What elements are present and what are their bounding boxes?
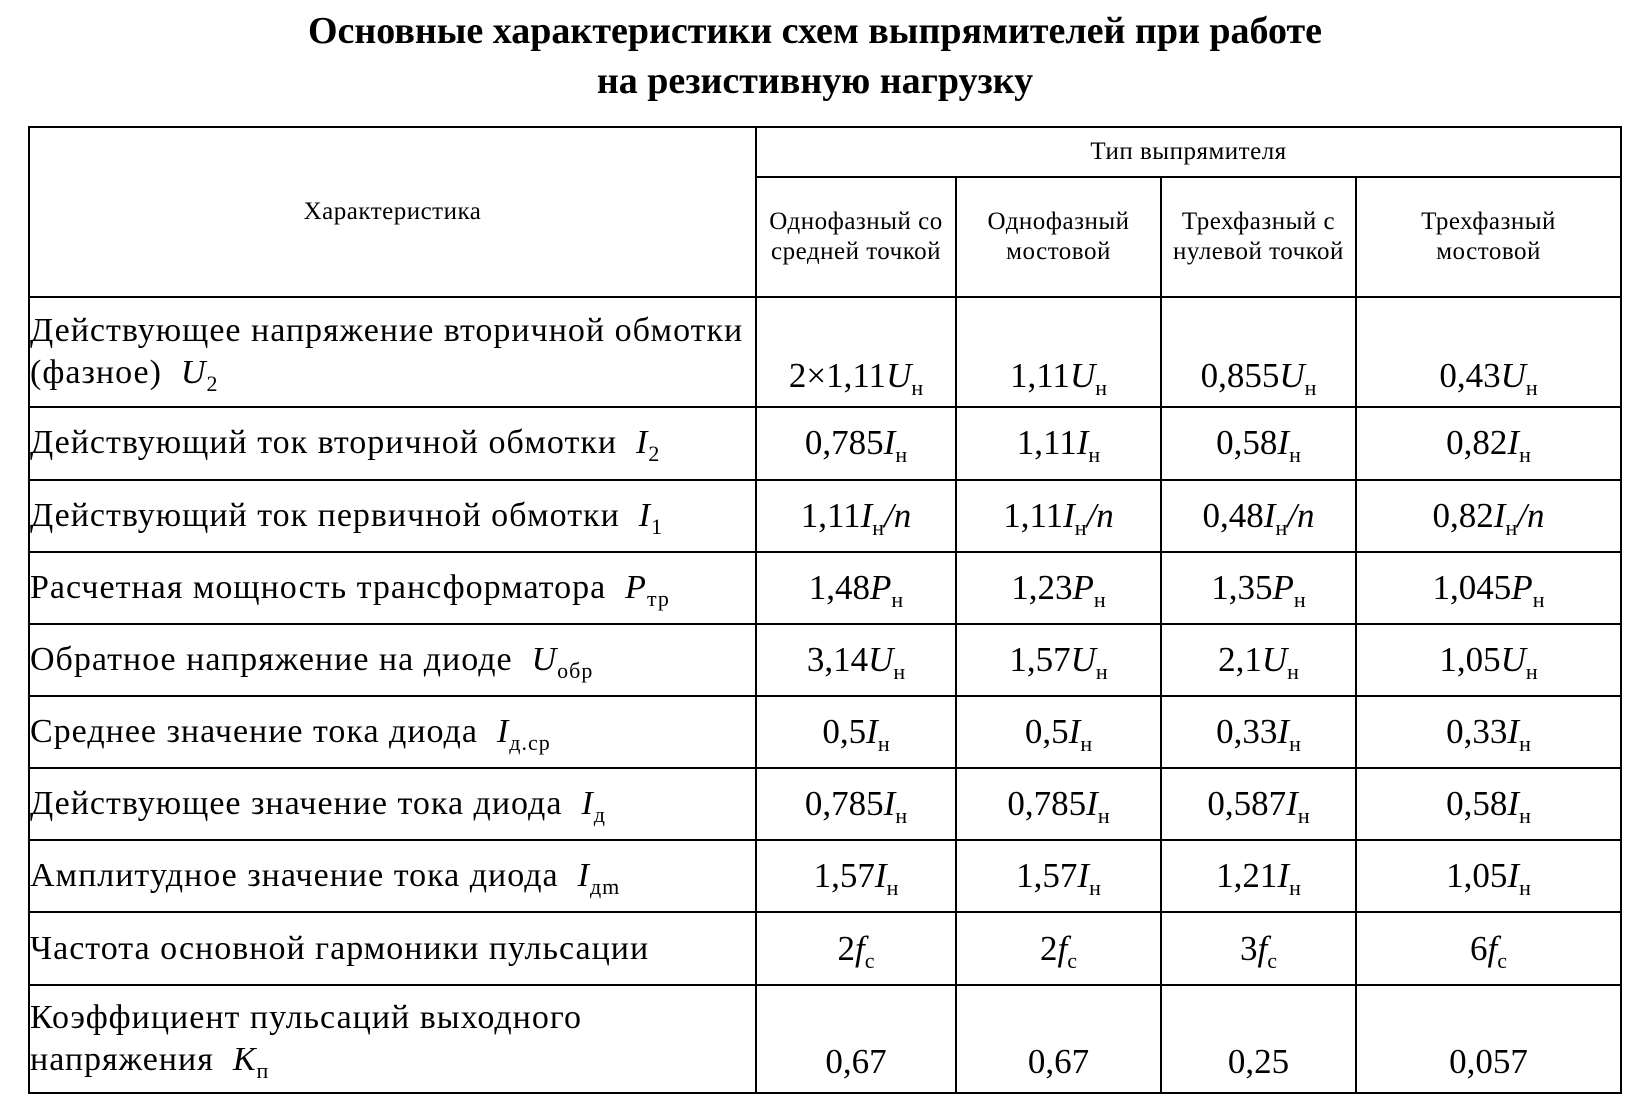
header-characteristic xyxy=(29,127,756,297)
value-symbol: I xyxy=(1507,856,1520,896)
value-coefficient: 1,23 xyxy=(1011,567,1073,607)
value-coefficient: 0,785 xyxy=(804,784,884,824)
row-symbol-subscript: тр xyxy=(646,585,670,611)
value-symbol: U xyxy=(1279,356,1305,396)
value-coefficient: 1,57 xyxy=(813,856,875,896)
row-symbol-subscript: 2 xyxy=(648,441,661,467)
value-symbol: I xyxy=(1507,423,1520,463)
value-coefficient: 0,5 xyxy=(822,712,867,752)
value-symbol-subscript: н xyxy=(1095,375,1107,401)
value-cell-col-1 xyxy=(756,912,956,984)
value-coefficient: 1,11 xyxy=(800,495,861,535)
row-symbol-subscript: 2 xyxy=(206,371,219,397)
value-symbol-subscript: н xyxy=(1505,514,1518,540)
header-col-3 xyxy=(1161,177,1356,297)
row-label-cell xyxy=(29,297,756,407)
value-coefficient: 0,48 xyxy=(1202,495,1264,535)
value-symbol: I xyxy=(1277,423,1290,463)
value-symbol: f xyxy=(855,928,865,968)
value-symbol-subscript: н xyxy=(1532,586,1545,612)
value-symbol: P xyxy=(1511,567,1533,607)
row-symbol-subscript: дm xyxy=(589,874,621,900)
table-row xyxy=(29,696,1621,768)
value-symbol-subscript: н xyxy=(1519,442,1531,468)
value-symbol: I xyxy=(883,423,896,463)
row-label: Среднее значение тока диода xyxy=(30,713,478,751)
value-symbol: I xyxy=(1507,712,1520,752)
value-coefficient: 1,48 xyxy=(808,567,871,607)
value-symbol: I xyxy=(874,856,887,896)
value-coefficient: 0,33 xyxy=(1216,712,1278,752)
value-symbol: f xyxy=(1057,928,1068,968)
value-symbol: U xyxy=(1500,639,1526,679)
value-cell-col-3 xyxy=(1161,768,1356,840)
table-body xyxy=(29,297,1621,1093)
row-symbol-subscript: обр xyxy=(557,657,594,683)
value-symbol-subscript: н xyxy=(1289,875,1301,901)
value-symbol: I xyxy=(1286,784,1298,824)
title-line-2: на резистивную нагрузку xyxy=(596,60,1034,102)
header-col-3-label: Трехфазный с нулевой точкой xyxy=(1173,208,1344,265)
value-coefficient: 0,587 xyxy=(1207,784,1287,824)
value-symbol-subscript: н xyxy=(1519,875,1531,901)
value-cell-col-1 xyxy=(756,552,956,624)
header-col-4-label: Трехфазный мостовой xyxy=(1421,208,1556,265)
value-cell-col-4 xyxy=(1356,840,1621,912)
value-symbol: U xyxy=(886,356,912,396)
value-symbol: I xyxy=(860,495,873,535)
row-label-cell xyxy=(29,624,756,696)
value-symbol: U xyxy=(1069,356,1096,396)
row-symbol: U xyxy=(180,354,207,392)
row-symbol: I xyxy=(496,713,510,751)
value-symbol: P xyxy=(1272,567,1294,607)
value-symbol-subscript: н xyxy=(1289,731,1301,757)
value-coefficient: 1,11 xyxy=(1003,495,1064,535)
value-cell-col-4 xyxy=(1356,552,1621,624)
value-cell-col-1 xyxy=(756,297,956,407)
value-cell-col-3 xyxy=(1161,696,1356,768)
value-cell-col-3 xyxy=(1161,624,1356,696)
row-label-cell xyxy=(29,407,756,479)
value-symbol: I xyxy=(1277,856,1290,896)
value-cell-col-1 xyxy=(756,985,956,1093)
value-coefficient: 1,11 xyxy=(1016,423,1077,463)
table-row xyxy=(29,480,1621,552)
value-coefficient: 0,057 xyxy=(1449,1042,1528,1081)
row-symbol: I xyxy=(581,785,594,823)
value-symbol: P xyxy=(1072,567,1094,607)
value-symbol-subscript: с xyxy=(1267,947,1277,973)
value-coefficient: 0,82 xyxy=(1432,495,1494,535)
value-coefficient: 1,57 xyxy=(1009,639,1071,679)
row-label-cell xyxy=(29,696,756,768)
value-symbol-subscript: н xyxy=(1519,731,1531,757)
value-coefficient: 3 xyxy=(1240,928,1258,968)
value-coefficient: 1,045 xyxy=(1432,567,1512,607)
value-symbol-subscript: с xyxy=(1497,947,1508,973)
value-symbol-subscript: н xyxy=(1519,803,1531,829)
value-cell-col-3 xyxy=(1161,985,1356,1093)
value-cell-col-3 xyxy=(1161,552,1356,624)
value-coefficient: 1,05 xyxy=(1439,639,1501,679)
row-symbol: I xyxy=(638,496,652,534)
value-coefficient: 1,21 xyxy=(1216,856,1278,896)
value-symbol-subscript: н xyxy=(893,658,906,684)
row-symbol: I xyxy=(577,857,590,895)
value-cell-col-1 xyxy=(756,480,956,552)
value-symbol: I xyxy=(1076,423,1089,463)
table-row xyxy=(29,297,1621,407)
page-title xyxy=(0,6,1630,106)
header-col-2 xyxy=(956,177,1161,297)
value-symbol-subscript: н xyxy=(1093,586,1106,612)
value-cell-col-1 xyxy=(756,840,956,912)
value-coefficient: 0,82 xyxy=(1446,423,1508,463)
value-cell-col-2 xyxy=(956,297,1161,407)
value-cell-col-4 xyxy=(1356,407,1621,479)
table-row xyxy=(29,624,1621,696)
value-symbol-subscript: н xyxy=(1289,442,1301,468)
row-symbol-subscript: 1 xyxy=(651,513,664,539)
value-symbol-subscript: н xyxy=(886,875,899,901)
value-coefficient: 2 xyxy=(1040,928,1058,968)
value-symbol-subscript: н xyxy=(895,442,908,468)
value-cell-col-2 xyxy=(956,480,1161,552)
value-symbol-subscript: н xyxy=(872,514,885,540)
value-cell-col-1 xyxy=(756,407,956,479)
row-label: Расчетная мощность трансформатора xyxy=(30,568,607,606)
table-row xyxy=(29,985,1621,1093)
value-coefficient: 0,58 xyxy=(1446,784,1508,824)
value-symbol-subscript: н xyxy=(1297,803,1310,829)
value-symbol-subscript: н xyxy=(1095,658,1108,684)
value-coefficient: 2×1,11 xyxy=(788,356,887,396)
value-coefficient: 2 xyxy=(837,928,855,968)
header-characteristic-label: Характеристика xyxy=(303,198,482,225)
header-col-1 xyxy=(756,177,956,297)
value-tail: /n xyxy=(1517,495,1545,535)
title-line-1: Основные характеристики схем выпрямителей при работе xyxy=(307,10,1323,52)
value-cell-col-4 xyxy=(1356,480,1621,552)
row-label-cell xyxy=(29,912,756,984)
value-symbol: P xyxy=(870,567,892,607)
value-symbol: U xyxy=(1070,639,1096,679)
value-coefficient: 6 xyxy=(1470,928,1488,968)
value-cell-col-3 xyxy=(1161,912,1356,984)
value-symbol: U xyxy=(868,639,894,679)
row-label: Действующий ток вторичной обмотки xyxy=(30,424,618,462)
value-symbol-subscript: н xyxy=(1293,586,1306,612)
value-cell-col-1 xyxy=(756,696,956,768)
header-rectifier-type-label: Тип выпрямителя xyxy=(1090,138,1287,165)
value-symbol-subscript: н xyxy=(891,586,904,612)
row-label: Обратное напряжение на диоде xyxy=(30,640,513,678)
row-label-cell xyxy=(29,768,756,840)
value-coefficient: 0,25 xyxy=(1227,1042,1290,1081)
value-coefficient: 0,33 xyxy=(1446,712,1508,752)
value-symbol: f xyxy=(1487,928,1498,968)
value-symbol: I xyxy=(1068,712,1081,752)
value-symbol-subscript: н xyxy=(877,731,890,757)
value-coefficient: 0,58 xyxy=(1216,423,1278,463)
value-cell-col-4 xyxy=(1356,985,1621,1093)
row-label-cell xyxy=(29,480,756,552)
value-cell-col-3 xyxy=(1161,297,1356,407)
value-coefficient: 0,855 xyxy=(1200,356,1280,396)
value-coefficient: 2,1 xyxy=(1218,639,1262,679)
row-label-cell xyxy=(29,552,756,624)
value-cell-col-4 xyxy=(1356,912,1621,984)
value-symbol: I xyxy=(1277,712,1290,752)
value-symbol-subscript: н xyxy=(1275,514,1288,540)
value-cell-col-3 xyxy=(1161,407,1356,479)
value-tail: /n xyxy=(1287,495,1315,535)
value-symbol-subscript: н xyxy=(911,375,924,401)
value-cell-col-4 xyxy=(1356,696,1621,768)
value-coefficient: 1,11 xyxy=(1009,356,1070,396)
table-row xyxy=(29,840,1621,912)
value-cell-col-2 xyxy=(956,552,1161,624)
value-coefficient: 0,43 xyxy=(1439,356,1501,396)
value-coefficient: 1,05 xyxy=(1446,856,1508,896)
value-cell-col-2 xyxy=(956,696,1161,768)
row-symbol: P xyxy=(625,568,647,606)
value-cell-col-1 xyxy=(756,768,956,840)
row-label-cell xyxy=(29,840,756,912)
value-symbol: I xyxy=(1086,784,1098,824)
value-symbol-subscript: н xyxy=(895,803,908,829)
value-symbol-subscript: н xyxy=(1287,658,1299,684)
row-label: Частота основной гармоники пульсации xyxy=(30,929,650,967)
value-coefficient: 0,67 xyxy=(1027,1042,1090,1081)
table-row xyxy=(29,768,1621,840)
row-symbol: K xyxy=(232,1040,257,1078)
value-cell-col-2 xyxy=(956,624,1161,696)
value-tail: /n xyxy=(1086,495,1114,535)
value-symbol-subscript: н xyxy=(1525,658,1538,684)
value-symbol: I xyxy=(1493,495,1506,535)
value-symbol: U xyxy=(1261,639,1288,679)
value-symbol-subscript: н xyxy=(1088,442,1101,468)
row-label: Амплитудное значение тока диода xyxy=(30,857,559,895)
row-label: Действующее напряжение вторичной обмотки (фазное) xyxy=(30,312,744,392)
value-symbol-subscript: н xyxy=(1304,375,1317,401)
value-tail: /n xyxy=(884,495,912,535)
value-cell-col-2 xyxy=(956,407,1161,479)
row-symbol-subscript: д xyxy=(593,802,606,828)
table-row xyxy=(29,552,1621,624)
value-cell-col-3 xyxy=(1161,840,1356,912)
value-cell-col-4 xyxy=(1356,624,1621,696)
value-symbol-subscript: н xyxy=(1080,731,1093,757)
header-col-4 xyxy=(1356,177,1621,297)
value-coefficient: 1,35 xyxy=(1211,567,1273,607)
value-symbol: I xyxy=(1077,856,1090,896)
value-symbol: I xyxy=(1263,495,1276,535)
value-cell-col-2 xyxy=(956,768,1161,840)
value-symbol: U xyxy=(1500,356,1526,396)
value-symbol-subscript: н xyxy=(1097,803,1110,829)
value-coefficient: 0,5 xyxy=(1024,712,1069,752)
rectifier-table xyxy=(28,126,1622,1094)
value-symbol-subscript: н xyxy=(1074,514,1087,540)
value-symbol: I xyxy=(866,712,878,752)
value-coefficient: 0,785 xyxy=(1007,784,1087,824)
value-symbol: I xyxy=(1507,784,1520,824)
table-row xyxy=(29,407,1621,479)
row-label: Действующий ток первичной обмотки xyxy=(30,496,620,534)
value-symbol-subscript: с xyxy=(1067,947,1077,973)
value-symbol-subscript: н xyxy=(1525,375,1538,401)
value-coefficient: 0,785 xyxy=(804,423,884,463)
value-symbol-subscript: н xyxy=(1089,875,1101,901)
table-row xyxy=(29,912,1621,984)
value-symbol-subscript: с xyxy=(864,947,875,973)
value-coefficient: 1,57 xyxy=(1016,856,1078,896)
row-symbol-subscript: п xyxy=(256,1057,270,1083)
value-symbol: I xyxy=(1063,495,1075,535)
value-cell-col-2 xyxy=(956,985,1161,1093)
value-cell-col-1 xyxy=(756,624,956,696)
value-cell-col-4 xyxy=(1356,768,1621,840)
value-coefficient: 3,14 xyxy=(806,639,869,679)
row-symbol: I xyxy=(636,424,649,462)
header-col-1-label: Однофазный со средней точкой xyxy=(769,208,943,265)
header-rectifier-type xyxy=(756,127,1621,177)
value-symbol: f xyxy=(1257,928,1268,968)
value-coefficient: 0,67 xyxy=(825,1042,887,1081)
value-cell-col-4 xyxy=(1356,297,1621,407)
value-cell-col-2 xyxy=(956,840,1161,912)
header-col-2-label: Однофазный мостовой xyxy=(987,208,1130,265)
value-symbol: I xyxy=(883,784,896,824)
value-cell-col-3 xyxy=(1161,480,1356,552)
row-symbol-subscript: д.ср xyxy=(509,730,551,756)
row-label: Действующее значение тока диода xyxy=(30,785,563,823)
value-cell-col-2 xyxy=(956,912,1161,984)
row-symbol: U xyxy=(531,640,558,678)
row-label-cell xyxy=(29,985,756,1093)
row-label: Коэффициент пульсаций выходного напряжения xyxy=(30,998,582,1078)
